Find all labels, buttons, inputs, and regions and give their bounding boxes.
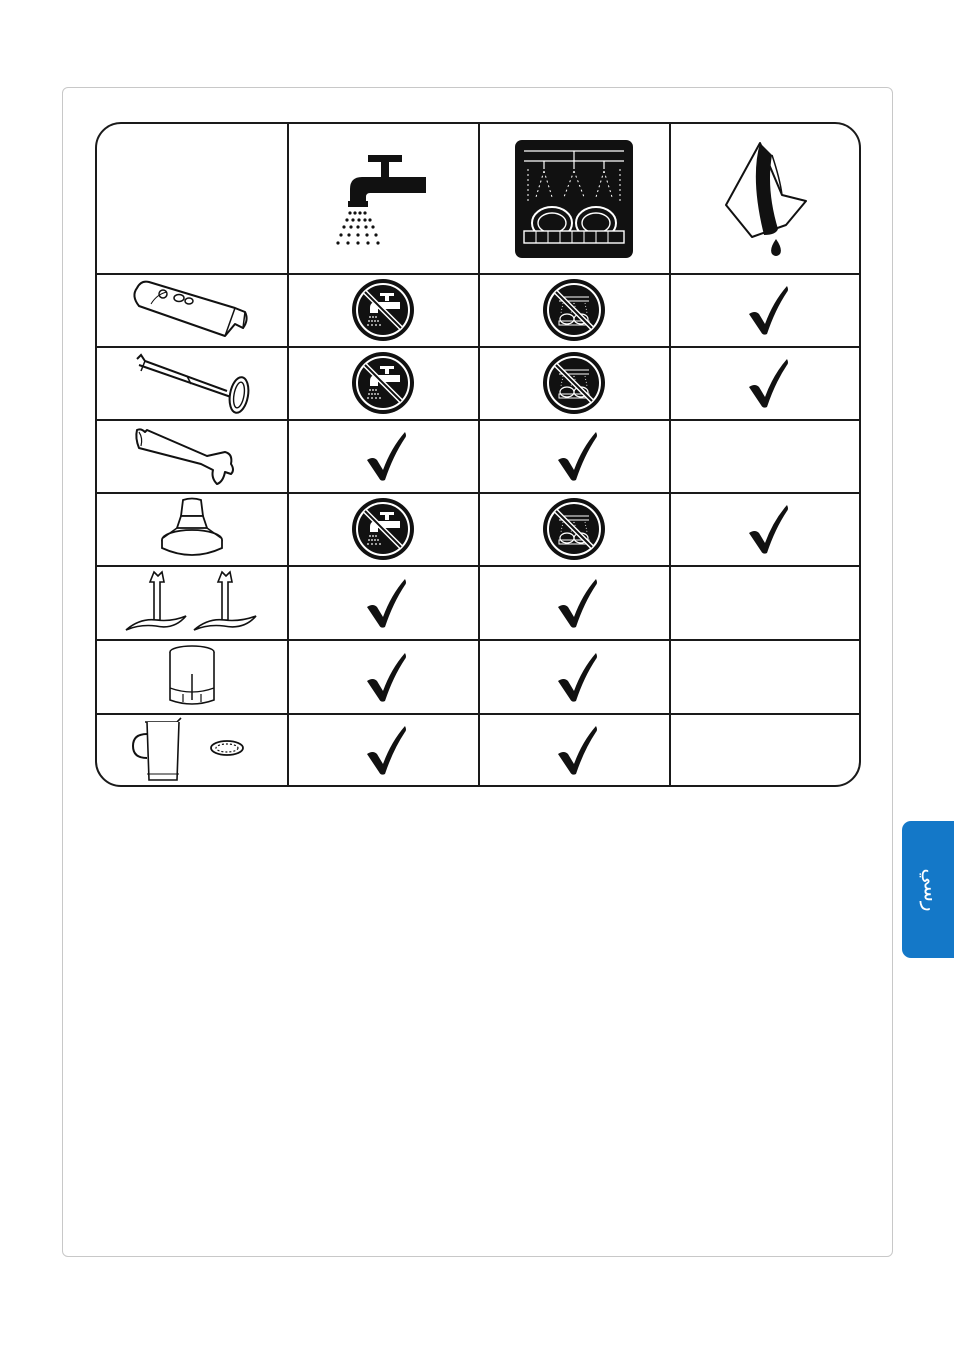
item-cell	[97, 274, 287, 346]
status-cell	[288, 274, 478, 346]
status-cell	[288, 493, 478, 565]
status-cell	[670, 714, 860, 786]
status-cell	[288, 566, 478, 639]
motor-unit-icon	[127, 278, 257, 342]
status-cell	[670, 274, 860, 346]
checkmark-icon	[365, 430, 409, 482]
beaker-and-ring-icon	[127, 716, 257, 784]
header-tap-cell	[288, 124, 478, 273]
status-cell	[288, 420, 478, 492]
status-cell	[479, 420, 669, 492]
chopper-lid-icon	[147, 496, 237, 562]
checkmark-icon	[365, 651, 409, 703]
language-tab-label: ﺭﺳﻲ	[920, 867, 944, 912]
status-cell	[479, 347, 669, 419]
item-cell	[97, 640, 287, 713]
stand-bracket-icon	[127, 351, 257, 415]
no-tap-water-icon	[350, 350, 416, 416]
status-cell	[479, 640, 669, 713]
status-cell	[670, 493, 860, 565]
no-tap-water-icon	[350, 277, 416, 343]
dishwasher-icon	[514, 139, 634, 259]
checkmark-icon	[747, 284, 791, 336]
chopper-bowl-icon	[157, 644, 227, 710]
item-cell	[97, 493, 287, 565]
checkmark-icon	[556, 430, 600, 482]
status-cell	[670, 566, 860, 639]
cleaning-table	[95, 122, 861, 787]
no-dishwasher-icon	[541, 496, 607, 562]
checkmark-icon	[747, 357, 791, 409]
checkmark-icon	[556, 577, 600, 629]
item-cell	[97, 714, 287, 786]
item-cell	[97, 420, 287, 492]
checkmark-icon	[365, 577, 409, 629]
status-cell	[288, 714, 478, 786]
checkmark-icon	[556, 651, 600, 703]
blender-bar-icon	[127, 424, 257, 488]
checkmark-icon	[365, 724, 409, 776]
checkmark-icon	[747, 503, 791, 555]
header-dishwasher-cell	[479, 124, 669, 273]
damp-cloth-icon	[720, 139, 810, 259]
status-cell	[670, 640, 860, 713]
item-cell	[97, 566, 287, 639]
checkmark-icon	[556, 724, 600, 776]
header-empty-cell	[97, 124, 287, 273]
no-tap-water-icon	[350, 496, 416, 562]
status-cell	[479, 274, 669, 346]
no-dishwasher-icon	[541, 277, 607, 343]
running-tap-icon	[328, 149, 438, 249]
status-cell	[479, 714, 669, 786]
header-cloth-cell	[670, 124, 860, 273]
chopper-blades-icon	[122, 568, 262, 638]
status-cell	[288, 347, 478, 419]
no-dishwasher-icon	[541, 350, 607, 416]
status-cell	[288, 640, 478, 713]
status-cell	[670, 347, 860, 419]
status-cell	[670, 420, 860, 492]
status-cell	[479, 493, 669, 565]
status-cell	[479, 566, 669, 639]
language-side-tab[interactable]	[902, 821, 954, 958]
item-cell	[97, 347, 287, 419]
